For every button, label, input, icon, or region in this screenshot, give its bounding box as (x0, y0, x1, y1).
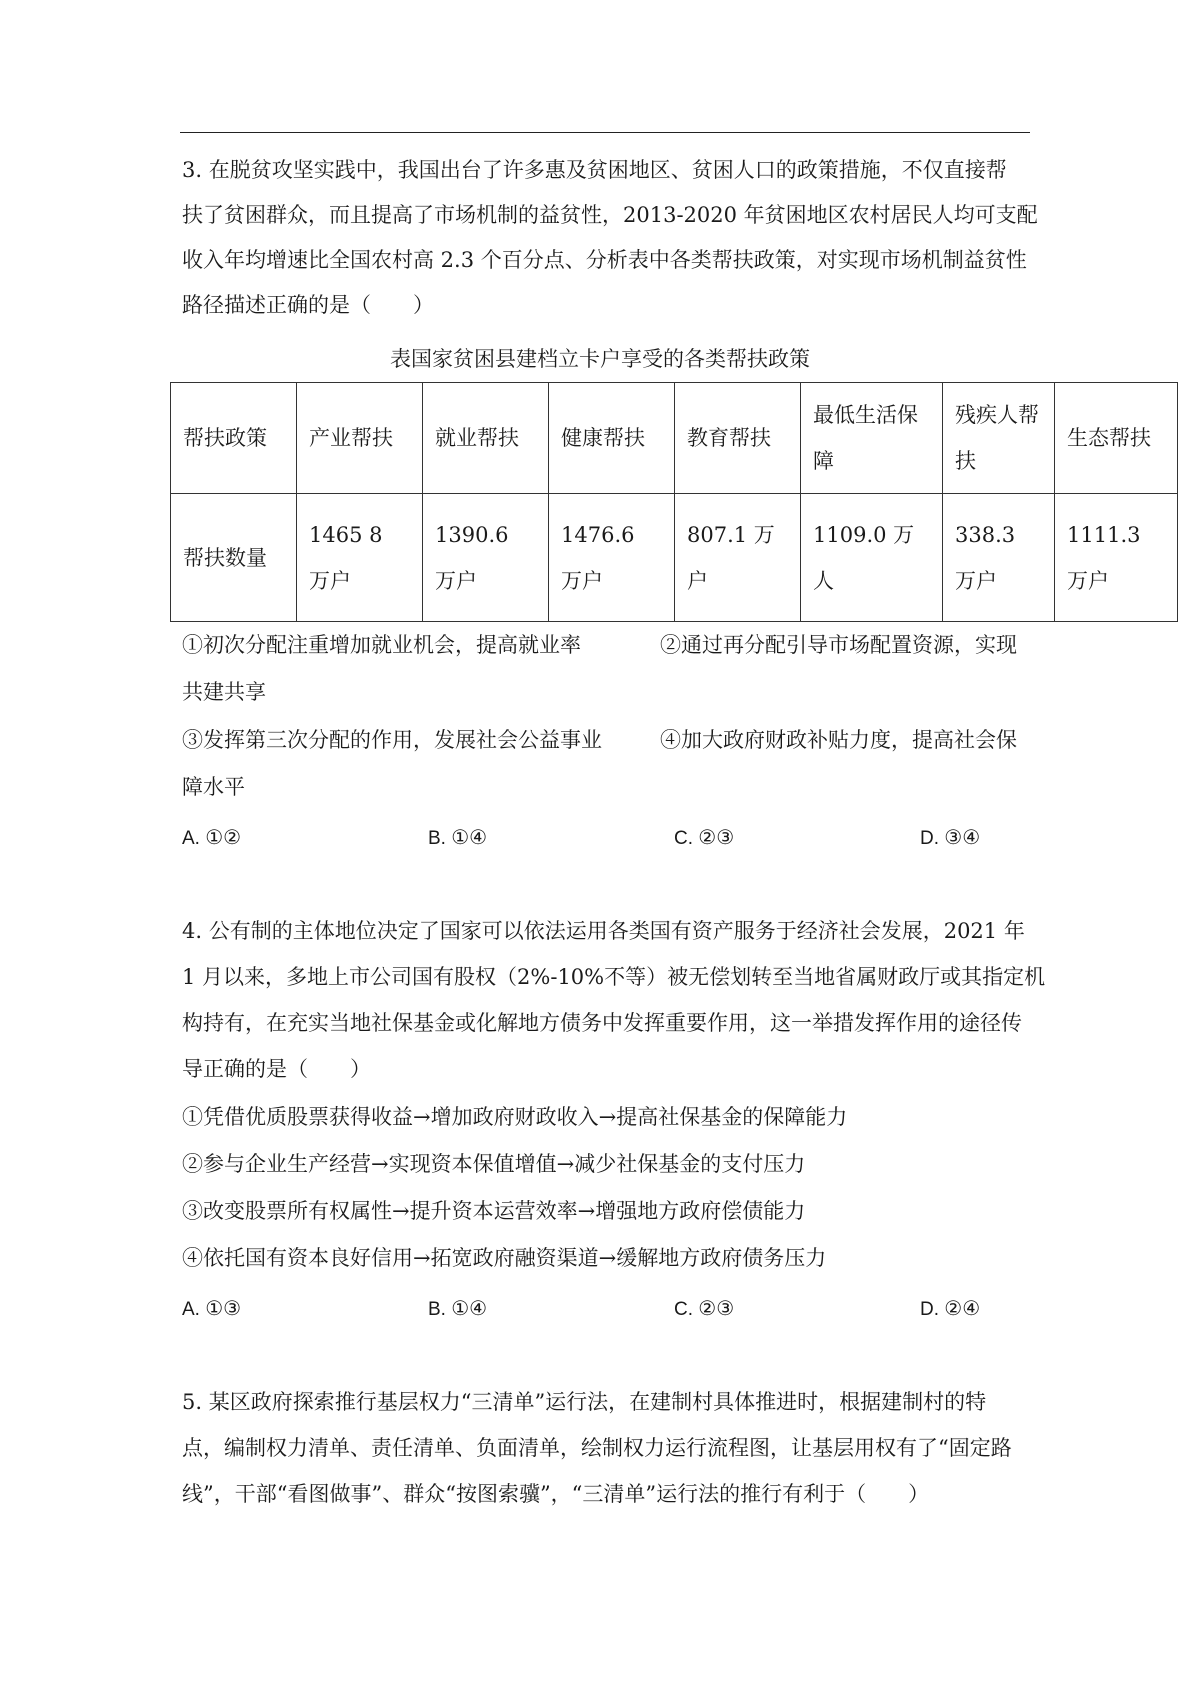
option-letter: A. (182, 1299, 200, 1320)
q5-stem-line-3: 线”，干部“看图做事”、群众“按图索骥”，“三清单”运行法的推行有利于（ ） (182, 1482, 930, 1506)
q3-stem-line-4: 路径描述正确的是（ ） (182, 293, 434, 317)
q3-statement-1: ①初次分配注重增加就业机会，提高就业率 (182, 633, 581, 657)
option-text: ②③ (698, 1296, 735, 1320)
option-letter: B. (428, 1299, 446, 1320)
q3-statement-2: ②通过再分配引导市场配置资源，实现 (660, 633, 1017, 657)
q4-option-d[interactable] (920, 1293, 980, 1325)
value-cell: 1109.0 万人 (801, 494, 943, 622)
option-text: ①④ (451, 1296, 488, 1320)
header-cell: 教育帮扶 (675, 383, 801, 494)
table-caption: 表国家贫困县建档立卡户享受的各类帮扶政策 (390, 347, 810, 371)
q3-option-d[interactable] (920, 822, 980, 854)
option-text: ②③ (698, 825, 735, 849)
option-letter: B. (428, 828, 446, 849)
q4-option-a[interactable] (182, 1293, 241, 1325)
policy-table (170, 382, 1178, 622)
q4-statement-4: ④依托国有资本良好信用→拓宽政府融资渠道→缓解地方政府债务压力 (182, 1246, 827, 1270)
q3-option-b[interactable] (428, 822, 487, 854)
row-label-cell: 帮扶数量 (171, 494, 297, 622)
q4-statement-2: ②参与企业生产经营→实现资本保值增值→减少社保基金的支付压力 (182, 1152, 806, 1176)
q3-stem-line-3: 收入年均增速比全国农村高 2.3 个百分点、分析表中各类帮扶政策，对实现市场机制益贫性 (182, 248, 1027, 272)
q4-stem-line-3: 构持有，在充实当地社保基金或化解地方债务中发挥重要作用，这一举措发挥作用的途径传 (182, 1011, 1022, 1035)
value-cell: 807.1 万户 (675, 494, 801, 622)
option-letter: C. (674, 1299, 693, 1320)
option-letter: D. (920, 1299, 939, 1320)
q4-stem-line-2: 1 月以来，多地上市公司国有股权（2%-10%不等）被无偿划转至当地省属财政厅或其指定机 (182, 965, 1046, 989)
table-header-row (171, 383, 1178, 494)
header-cell: 健康帮扶 (549, 383, 675, 494)
q5-stem-line-1: 5. 某区政府探索推行基层权力“三清单”运行法，在建制村具体推进时，根据建制村的特 (182, 1390, 987, 1414)
header-cell: 残疾人帮扶 (943, 383, 1055, 494)
q4-stem-line-1: 4. 公有制的主体地位决定了国家可以依法运用各类国有资产服务于经济社会发展，2021 年 (182, 919, 1025, 943)
table-data-row (171, 494, 1178, 622)
q3-statement-4-cont: 障水平 (182, 775, 245, 799)
q3-option-c[interactable] (674, 822, 734, 854)
value-cell: 1476.6 万户 (549, 494, 675, 622)
q4-option-c[interactable] (674, 1293, 734, 1325)
value-cell: 1111.3 万户 (1055, 494, 1178, 622)
q5-stem-line-2: 点，编制权力清单、责任清单、负面清单，绘制权力运行流程图，让基层用权有了“固定路 (182, 1436, 1012, 1460)
value-cell: 338.3 万户 (943, 494, 1055, 622)
header-cell: 生态帮扶 (1055, 383, 1178, 494)
q3-statement-2-cont: 共建共享 (182, 680, 266, 704)
value-cell: 1465 8 万户 (297, 494, 423, 622)
header-cell-label: 帮扶政策 (171, 383, 297, 494)
header-cell: 最低生活保障 (801, 383, 943, 494)
q4-statement-3: ③改变股票所有权属性→提升资本运营效率→增强地方政府偿债能力 (182, 1199, 806, 1223)
q3-stem-line-2: 扶了贫困群众，而且提高了市场机制的益贫性，2013-2020 年贫困地区农村居民人均可支配 (182, 203, 1038, 227)
q3-option-a[interactable] (182, 822, 241, 854)
header-cell: 产业帮扶 (297, 383, 423, 494)
value-cell: 1390.6 万户 (423, 494, 549, 622)
q3-statement-3: ③发挥第三次分配的作用，发展社会公益事业 (182, 728, 602, 752)
option-letter: C. (674, 828, 693, 849)
header-rule (180, 132, 1030, 133)
q3-statement-4: ④加大政府财政补贴力度，提高社会保 (660, 728, 1017, 752)
option-letter: D. (920, 828, 939, 849)
option-text: ③④ (944, 825, 981, 849)
option-text: ①② (205, 825, 242, 849)
option-text: ②④ (944, 1296, 981, 1320)
header-cell: 就业帮扶 (423, 383, 549, 494)
q3-stem-line-1: 3. 在脱贫攻坚实践中，我国出台了许多惠及贫困地区、贫困人口的政策措施，不仅直接帮 (182, 158, 1007, 182)
option-text: ①③ (205, 1296, 242, 1320)
option-text: ①④ (451, 825, 488, 849)
q4-stem-line-4: 导正确的是（ ） (182, 1057, 371, 1081)
option-letter: A. (182, 828, 200, 849)
q4-statement-1: ①凭借优质股票获得收益→增加政府财政收入→提高社保基金的保障能力 (182, 1105, 848, 1129)
q4-option-b[interactable] (428, 1293, 487, 1325)
